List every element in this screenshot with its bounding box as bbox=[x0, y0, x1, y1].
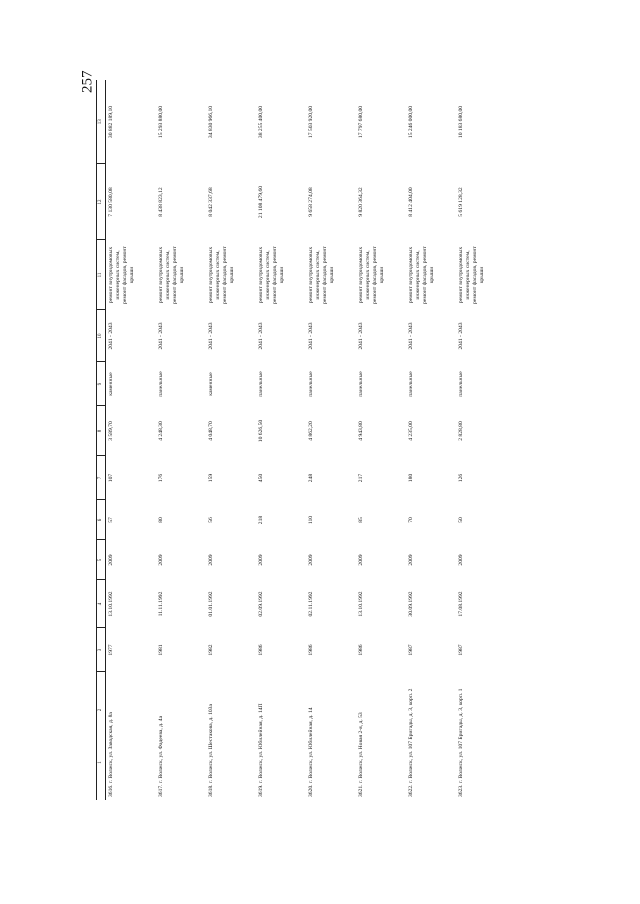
c12-cell: 21 108 479,60 bbox=[258, 185, 265, 219]
table-row bbox=[206, 80, 256, 800]
address-cell: 3616. г. Волжск, ул. Заводская, д. 8а bbox=[108, 712, 115, 797]
year-cell: 1986 bbox=[358, 644, 365, 656]
header-cell: 12 bbox=[97, 164, 106, 240]
work-cell: ремонт внутридомовых инженерных систем, ремонт фасадов, ремонт крыши bbox=[258, 246, 286, 304]
table-row bbox=[106, 80, 157, 800]
c7-cell: 176 bbox=[158, 473, 165, 483]
c6-cell: 56 bbox=[208, 517, 215, 523]
date-cell: 01.01.1992 bbox=[208, 591, 215, 617]
work-cell: ремонт внутридомовых инженерных систем, ремонт фасадов, ремонт крыши bbox=[408, 246, 436, 304]
area-cell: 10 626,50 bbox=[258, 419, 265, 443]
table-row bbox=[456, 80, 506, 800]
material-cell: панельные bbox=[408, 371, 415, 397]
c12-cell: 9 820 364,32 bbox=[358, 187, 365, 217]
work-cell: ремонт внутридомовых инженерных систем, ремонт фасадов, ремонт крыши bbox=[308, 246, 336, 304]
year-cell: 1987 bbox=[458, 644, 465, 656]
header-cell: 11 bbox=[97, 240, 106, 310]
date-cell: 02.11.1992 bbox=[308, 591, 315, 617]
area-cell: 3 589,70 bbox=[108, 421, 115, 441]
address-cell: 3622. г. Волжск, ул. 107 Бригады, д. 3, корп. 2 bbox=[408, 688, 415, 797]
header-cell: 4 bbox=[97, 580, 106, 628]
c6-cell: 80 bbox=[158, 517, 165, 523]
work-cell: ремонт внутридомовых инженерных систем, ремонт фасадов, ремонт крыши bbox=[158, 246, 186, 304]
c13-cell: 17 503 920,00 bbox=[308, 105, 315, 139]
work-cell: ремонт внутридомовых инженерных систем, ремонт фасадов, ремонт крыши bbox=[458, 246, 486, 304]
year2-cell: 2009 bbox=[458, 554, 465, 566]
material-cell: панельные bbox=[158, 371, 165, 397]
year-cell: 1981 bbox=[158, 644, 165, 656]
period-cell: 2041 - 2043 bbox=[108, 322, 115, 350]
year-cell: 1982 bbox=[208, 644, 215, 656]
c13-cell: 38 255 400,00 bbox=[258, 105, 265, 139]
area-cell: 4 048,70 bbox=[208, 421, 215, 441]
c7-cell: 450 bbox=[258, 473, 265, 483]
year-cell: 1977 bbox=[108, 644, 115, 656]
header-cell: 7 bbox=[97, 456, 106, 500]
header-cell: 3 bbox=[97, 628, 106, 672]
period-cell: 2041 - 2043 bbox=[358, 322, 365, 350]
c6-cell: 85 bbox=[358, 517, 365, 523]
area-cell: 2 828,80 bbox=[458, 421, 465, 441]
header-cell: 9 bbox=[97, 362, 106, 406]
c13-cell: 30 882 189,10 bbox=[108, 105, 115, 139]
date-cell: 17.08.1992 bbox=[458, 591, 465, 617]
c7-cell: 126 bbox=[458, 473, 465, 483]
work-cell: ремонт внутридомовых инженерных систем, ремонт фасадов, ремонт крыши bbox=[358, 246, 386, 304]
table-row bbox=[356, 80, 406, 800]
period-cell: 2041 - 2043 bbox=[158, 322, 165, 350]
c12-cell: 5 619 128,32 bbox=[458, 187, 465, 217]
date-cell: 13.10.1992 bbox=[108, 591, 115, 617]
material-cell: каменные bbox=[108, 372, 115, 396]
period-cell: 2041 - 2043 bbox=[458, 322, 465, 350]
table-row bbox=[406, 80, 456, 800]
period-cell: 2041 - 2043 bbox=[208, 322, 215, 350]
c13-cell: 17 797 680,00 bbox=[358, 105, 365, 139]
address-cell: 3618. г. Волжск, ул. Шестакова, д. 103а bbox=[208, 704, 215, 797]
table-row bbox=[306, 80, 356, 800]
table-row bbox=[256, 80, 306, 800]
period-cell: 2041 - 2043 bbox=[408, 322, 415, 350]
year2-cell: 2009 bbox=[358, 554, 365, 566]
date-cell: 30.09.1992 bbox=[408, 591, 415, 617]
year-cell: 1987 bbox=[408, 644, 415, 656]
c13-cell: 15 246 000,00 bbox=[408, 105, 415, 139]
c6-cell: 50 bbox=[458, 517, 465, 523]
c7-cell: 159 bbox=[208, 473, 215, 483]
material-cell: панельные bbox=[358, 371, 365, 397]
c7-cell: 248 bbox=[308, 473, 315, 483]
work-cell: ремонт внутридомовых инженерных систем, ремонт фасадов, ремонт крыши bbox=[208, 246, 236, 304]
year2-cell: 2009 bbox=[208, 554, 215, 566]
material-cell: каменные bbox=[208, 372, 215, 396]
address-cell: 3621. г. Волжск, ул. Новая 2-я, д. 53 bbox=[358, 712, 365, 797]
c12-cell: 9 658 274,08 bbox=[308, 187, 315, 217]
period-cell: 2041 - 2043 bbox=[258, 322, 265, 350]
date-cell: 02.09.1992 bbox=[258, 591, 265, 617]
year2-cell: 2009 bbox=[108, 554, 115, 566]
year2-cell: 2009 bbox=[308, 554, 315, 566]
material-cell: панельные bbox=[258, 371, 265, 397]
header-cell: 6 bbox=[97, 500, 106, 540]
area-cell: 4 862,20 bbox=[308, 421, 315, 441]
c6-cell: 70 bbox=[408, 517, 415, 523]
c6-cell: 110 bbox=[308, 515, 315, 525]
header-cell: 12 bbox=[97, 672, 106, 800]
c13-cell: 34 830 966,10 bbox=[208, 105, 215, 139]
material-cell: панельные bbox=[458, 371, 465, 397]
year2-cell: 2009 bbox=[408, 554, 415, 566]
c12-cell: 8 042 337,68 bbox=[208, 187, 215, 217]
area-cell: 4 235,00 bbox=[408, 421, 415, 441]
c7-cell: 217 bbox=[358, 473, 365, 483]
c12-cell: 7 130 580,08 bbox=[108, 187, 115, 217]
c6-cell: 218 bbox=[258, 515, 265, 525]
year2-cell: 2009 bbox=[258, 554, 265, 566]
rotated-table-container bbox=[96, 80, 496, 800]
date-cell: 11.11.1992 bbox=[158, 591, 165, 617]
header-row bbox=[97, 80, 106, 800]
address-cell: 3617. г. Волжск, ул. Фадеева, д. 4а bbox=[158, 715, 165, 797]
work-cell: ремонт внутридомовых инженерных систем, ремонт фасадов, ремонт крыши bbox=[108, 246, 136, 304]
table-row bbox=[156, 80, 206, 800]
c7-cell: 180 bbox=[408, 473, 415, 483]
year-cell: 1986 bbox=[258, 644, 265, 656]
material-cell: панельные bbox=[308, 371, 315, 397]
c12-cell: 8 438 823,12 bbox=[158, 187, 165, 217]
address-cell: 3623. г. Волжск, ул. 107 Бригады, д. 3, корп. 1 bbox=[458, 688, 465, 797]
c12-cell: 8 412 404,00 bbox=[408, 187, 415, 217]
header-cell: 5 bbox=[97, 540, 106, 580]
c13-cell: 15 293 880,00 bbox=[158, 105, 165, 139]
period-cell: 2041 - 2043 bbox=[308, 322, 315, 350]
capital-repair-table bbox=[96, 80, 506, 800]
area-cell: 4 943,80 bbox=[358, 421, 365, 441]
year2-cell: 2009 bbox=[158, 554, 165, 566]
header-cell: 8 bbox=[97, 406, 106, 456]
header-cell: 13 bbox=[97, 80, 106, 164]
year-cell: 1986 bbox=[308, 644, 315, 656]
c13-cell: 10 183 680,00 bbox=[458, 105, 465, 139]
page-number: 257 bbox=[79, 70, 96, 93]
date-cell: 13.10.1992 bbox=[358, 591, 365, 617]
address-cell: 3620. г. Волжск, ул. Юбилейная, д. 14 bbox=[308, 707, 315, 797]
area-cell: 4 248,30 bbox=[158, 421, 165, 441]
header-cell: 10 bbox=[97, 310, 106, 362]
c7-cell: 107 bbox=[108, 473, 115, 483]
address-cell: 3619. г. Волжск, ул. Юбилейная, д. 14П bbox=[258, 703, 265, 797]
c6-cell: 57 bbox=[108, 517, 115, 523]
